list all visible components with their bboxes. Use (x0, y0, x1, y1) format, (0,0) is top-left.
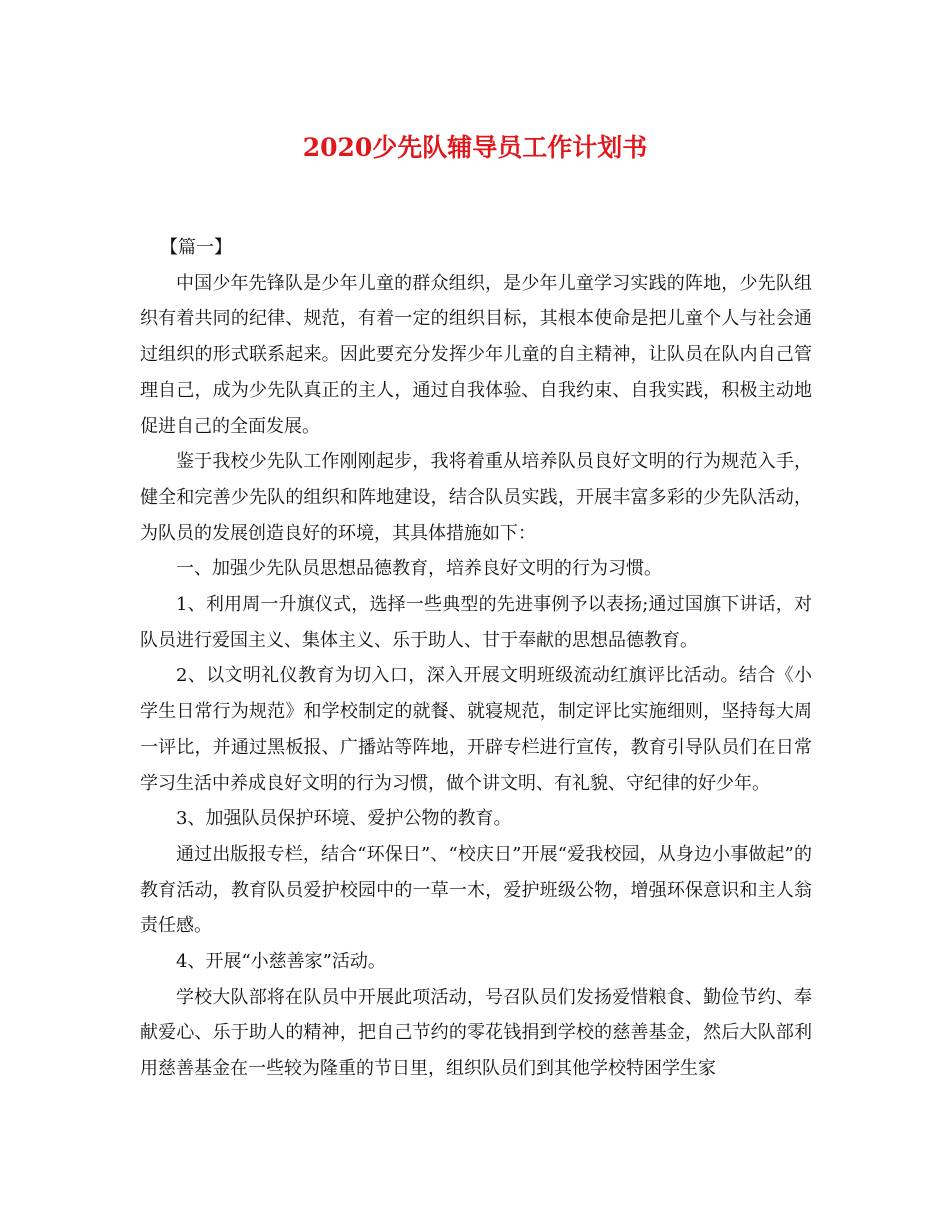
section-label: 【篇一】 (160, 237, 232, 258)
paragraph-measures-intro: 鉴于我校少先队工作刚刚起步，我将着重从培养队员良好文明的行为规范入手，健全和完善少先队的组织和阵地建设，结合队员实践，开展丰富多彩的少先队活动，为队员的发展创造良好的环境，其具体措施如下： (140, 451, 812, 544)
document-body (140, 230, 812, 1087)
paragraph-item-2: 2、以文明礼仪教育为切入口，深入开展文明班级流动红旗评比活动。结合《小学生日常行为规范》和学校制定的就餐、就寝规范，制定评比实施细则，坚持每大周一评比，并通过黑板报、广播站等阵地，开辟专栏进行宣传，教育引导队员们在日常学习生活中养成良好文明的行为习惯，做个讲文明、有礼貌、守纪律的好少年。 (140, 665, 812, 794)
document-title: 2020少先队辅导员工作计划书 (302, 133, 648, 162)
paragraph-item-4: 4、开展“小慈善家”活动。 (176, 951, 386, 973)
paragraph-item-3-detail: 通过出版报专栏，结合“环保日”、“校庆日”开展“爱我校园，从身边小事做起”的教育活动，教育队员爱护校园中的一草一木，爱护班级公物，增强环保意识和主人翁责任感。 (140, 843, 812, 937)
paragraph-intro: 中国少年先锋队是少年儿童的群众组织，是少年儿童学习实践的阵地，少先队组织有着共同的纪律、规范，有着一定的组织目标，其根本使命是把儿童个人与社会通过组织的形式联系起来。因此要充分发挥少年儿童的自主精神，让队员在队内自己管理自己，成为少先队真正的主人，通过自我体验、自我约束、自我实践，积极主动地促进自己的全面发展。 (140, 272, 812, 437)
paragraph-item-1: 1、利用周一升旗仪式，选择一些典型的先进事例予以表扬;通过国旗下讲话，对队员进行爱国主义、集体主义、乐于助人、甘于奉献的思想品德教育。 (140, 594, 812, 651)
paragraph-item-3: 3、加强队员保护环境、爱护公物的教育。 (176, 808, 512, 830)
paragraph-item-4-detail: 学校大队部将在队员中开展此项活动，号召队员们发扬爱惜粮食、勤俭节约、奉献爱心、乐于助人的精神，把自己节约的零花钱捐到学校的慈善基金，然后大队部利用慈善基金在一些较为隆重的节日里，组织队员们到其他学校特困学生家 (140, 986, 812, 1080)
paragraph-heading-1: 一、加强少先队员思想品德教育，培养良好文明的行为习惯。 (176, 558, 662, 580)
